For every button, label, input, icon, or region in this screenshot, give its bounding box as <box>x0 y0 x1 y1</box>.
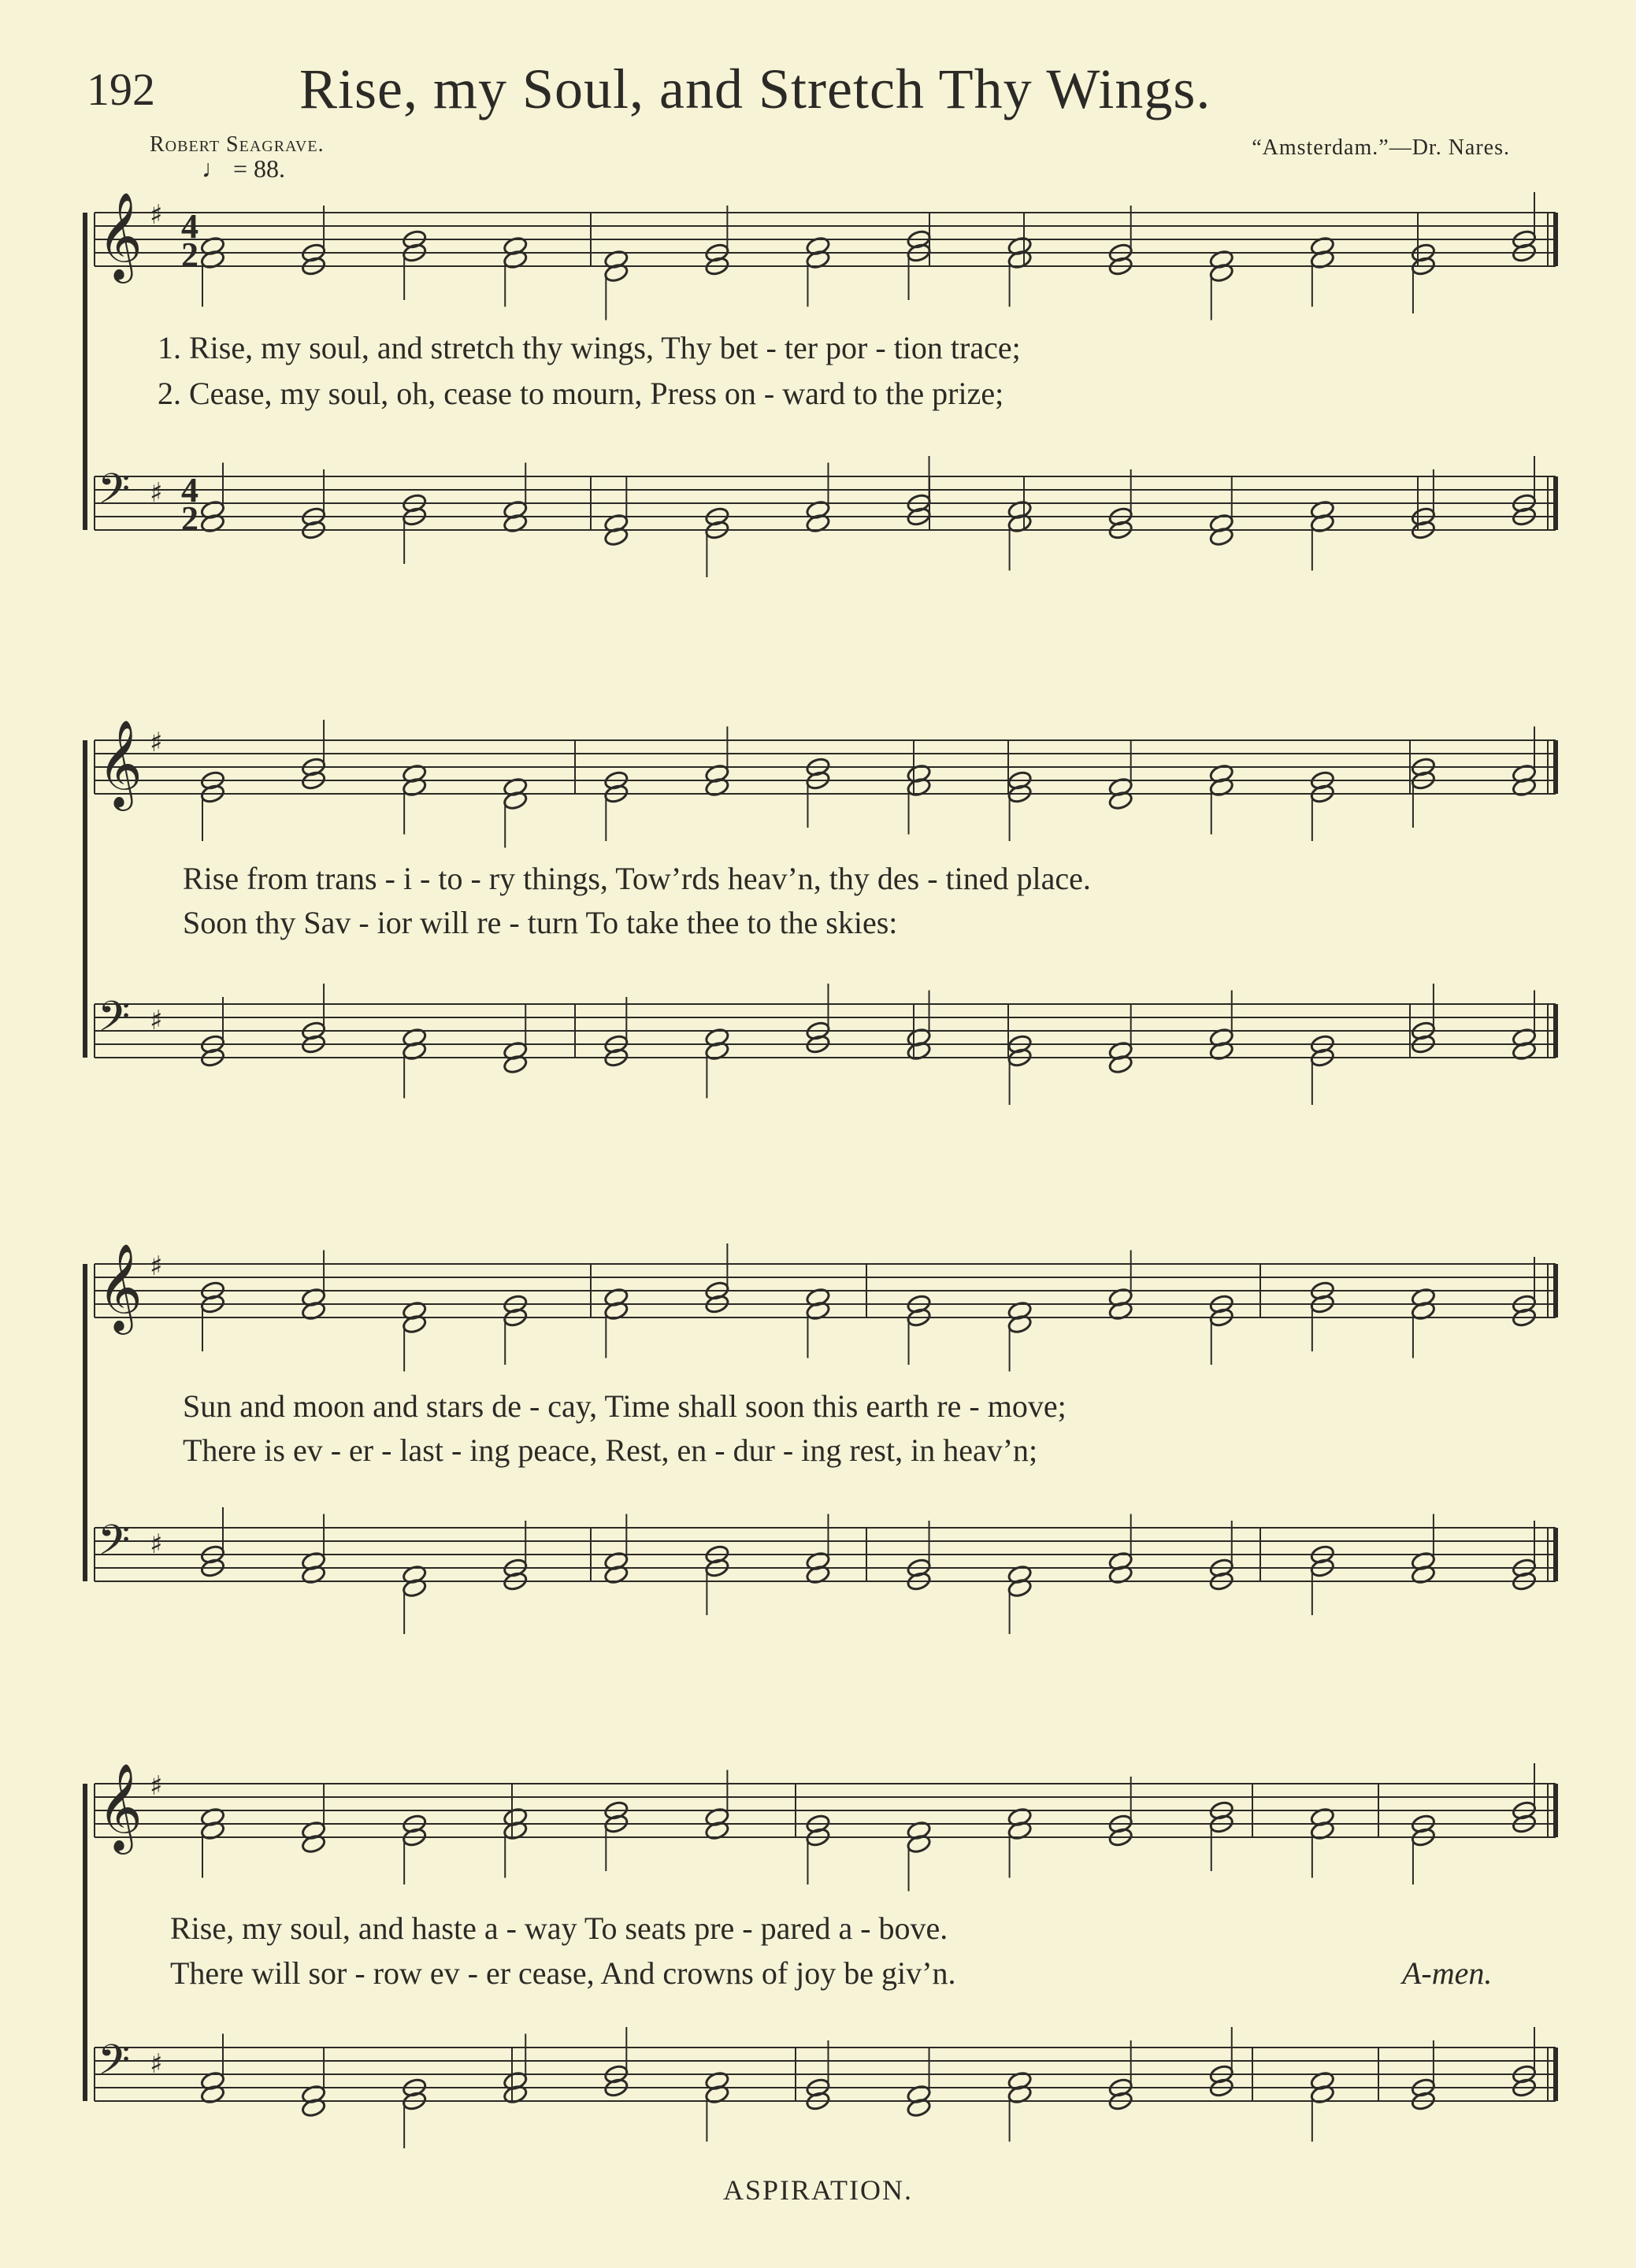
page-number: 192 <box>87 64 155 115</box>
treble-clef-icon: 𝄞 <box>98 1762 143 1851</box>
bass-clef-icon: 𝄢 <box>98 1517 131 1575</box>
music-system-3 <box>0 1225 1636 1634</box>
time-signature: 2 <box>181 235 198 274</box>
hymn-title: Rise, my Soul, and Stretch Thy Wings. <box>299 57 1211 120</box>
section-heading: ASPIRATION. <box>722 2174 914 2206</box>
sharp-icon: ♯ <box>150 1529 163 1560</box>
treble-clef-icon: 𝄞 <box>98 1243 143 1331</box>
bass-clef-icon: 𝄢 <box>98 993 131 1051</box>
lyric-verse2: There is ev - er - last - ing peace, Rest, en - dur - ing rest, in heav’n; <box>183 1432 1038 1468</box>
sharp-icon: ♯ <box>150 199 163 231</box>
sharp-icon: ♯ <box>150 2048 163 2080</box>
lyric-verse2: Soon thy Sav - ior will re - turn To take thee to the skies: <box>183 905 898 940</box>
lyric-verse1: 1. Rise, my soul, and stretch thy wings, Thy bet - ter por - tion trace; <box>158 330 1021 365</box>
bass-clef-icon: 𝄢 <box>98 2036 131 2095</box>
tune-credit: “Amsterdam.”—Dr. Nares. <box>1252 135 1510 160</box>
lyric-verse2: 2. Cease, my soul, oh, cease to mourn, Press on - ward to the prize; <box>158 376 1004 411</box>
sharp-icon: ♯ <box>150 727 163 758</box>
treble-clef-icon: 𝄞 <box>98 719 143 807</box>
sharp-icon: ♯ <box>150 1251 163 1282</box>
treble-clef-icon: 𝄞 <box>98 191 143 280</box>
sharp-icon: ♯ <box>150 1005 163 1036</box>
time-signature: 4 <box>181 207 198 246</box>
sharp-icon: ♯ <box>150 477 163 509</box>
sharp-icon: ♯ <box>150 1770 163 1802</box>
amen-text: A-men. <box>1402 1955 1493 1991</box>
bass-clef-icon: 𝄢 <box>98 465 131 524</box>
music-system-4 <box>0 1744 1636 2154</box>
lyric-verse1: Rise from trans - i - to - ry things, Tow’rds heav’n, thy des - tined place. <box>183 861 1091 896</box>
lyric-verse2: There will sor - row ev - er cease, And crowns of joy be giv’n. <box>170 1955 956 1991</box>
author-credit: Robert Seagrave. <box>150 132 325 157</box>
tempo-marking: ♩ = 88. <box>202 154 286 183</box>
lyric-verse1: Rise, my soul, and haste a - way To seats pre - pared a - bove. <box>170 1910 948 1946</box>
time-signature: 2 <box>181 499 198 538</box>
lyric-verse1: Sun and moon and stars de - cay, Time shall soon this earth re - move; <box>183 1388 1067 1424</box>
time-signature: 4 <box>181 471 198 510</box>
